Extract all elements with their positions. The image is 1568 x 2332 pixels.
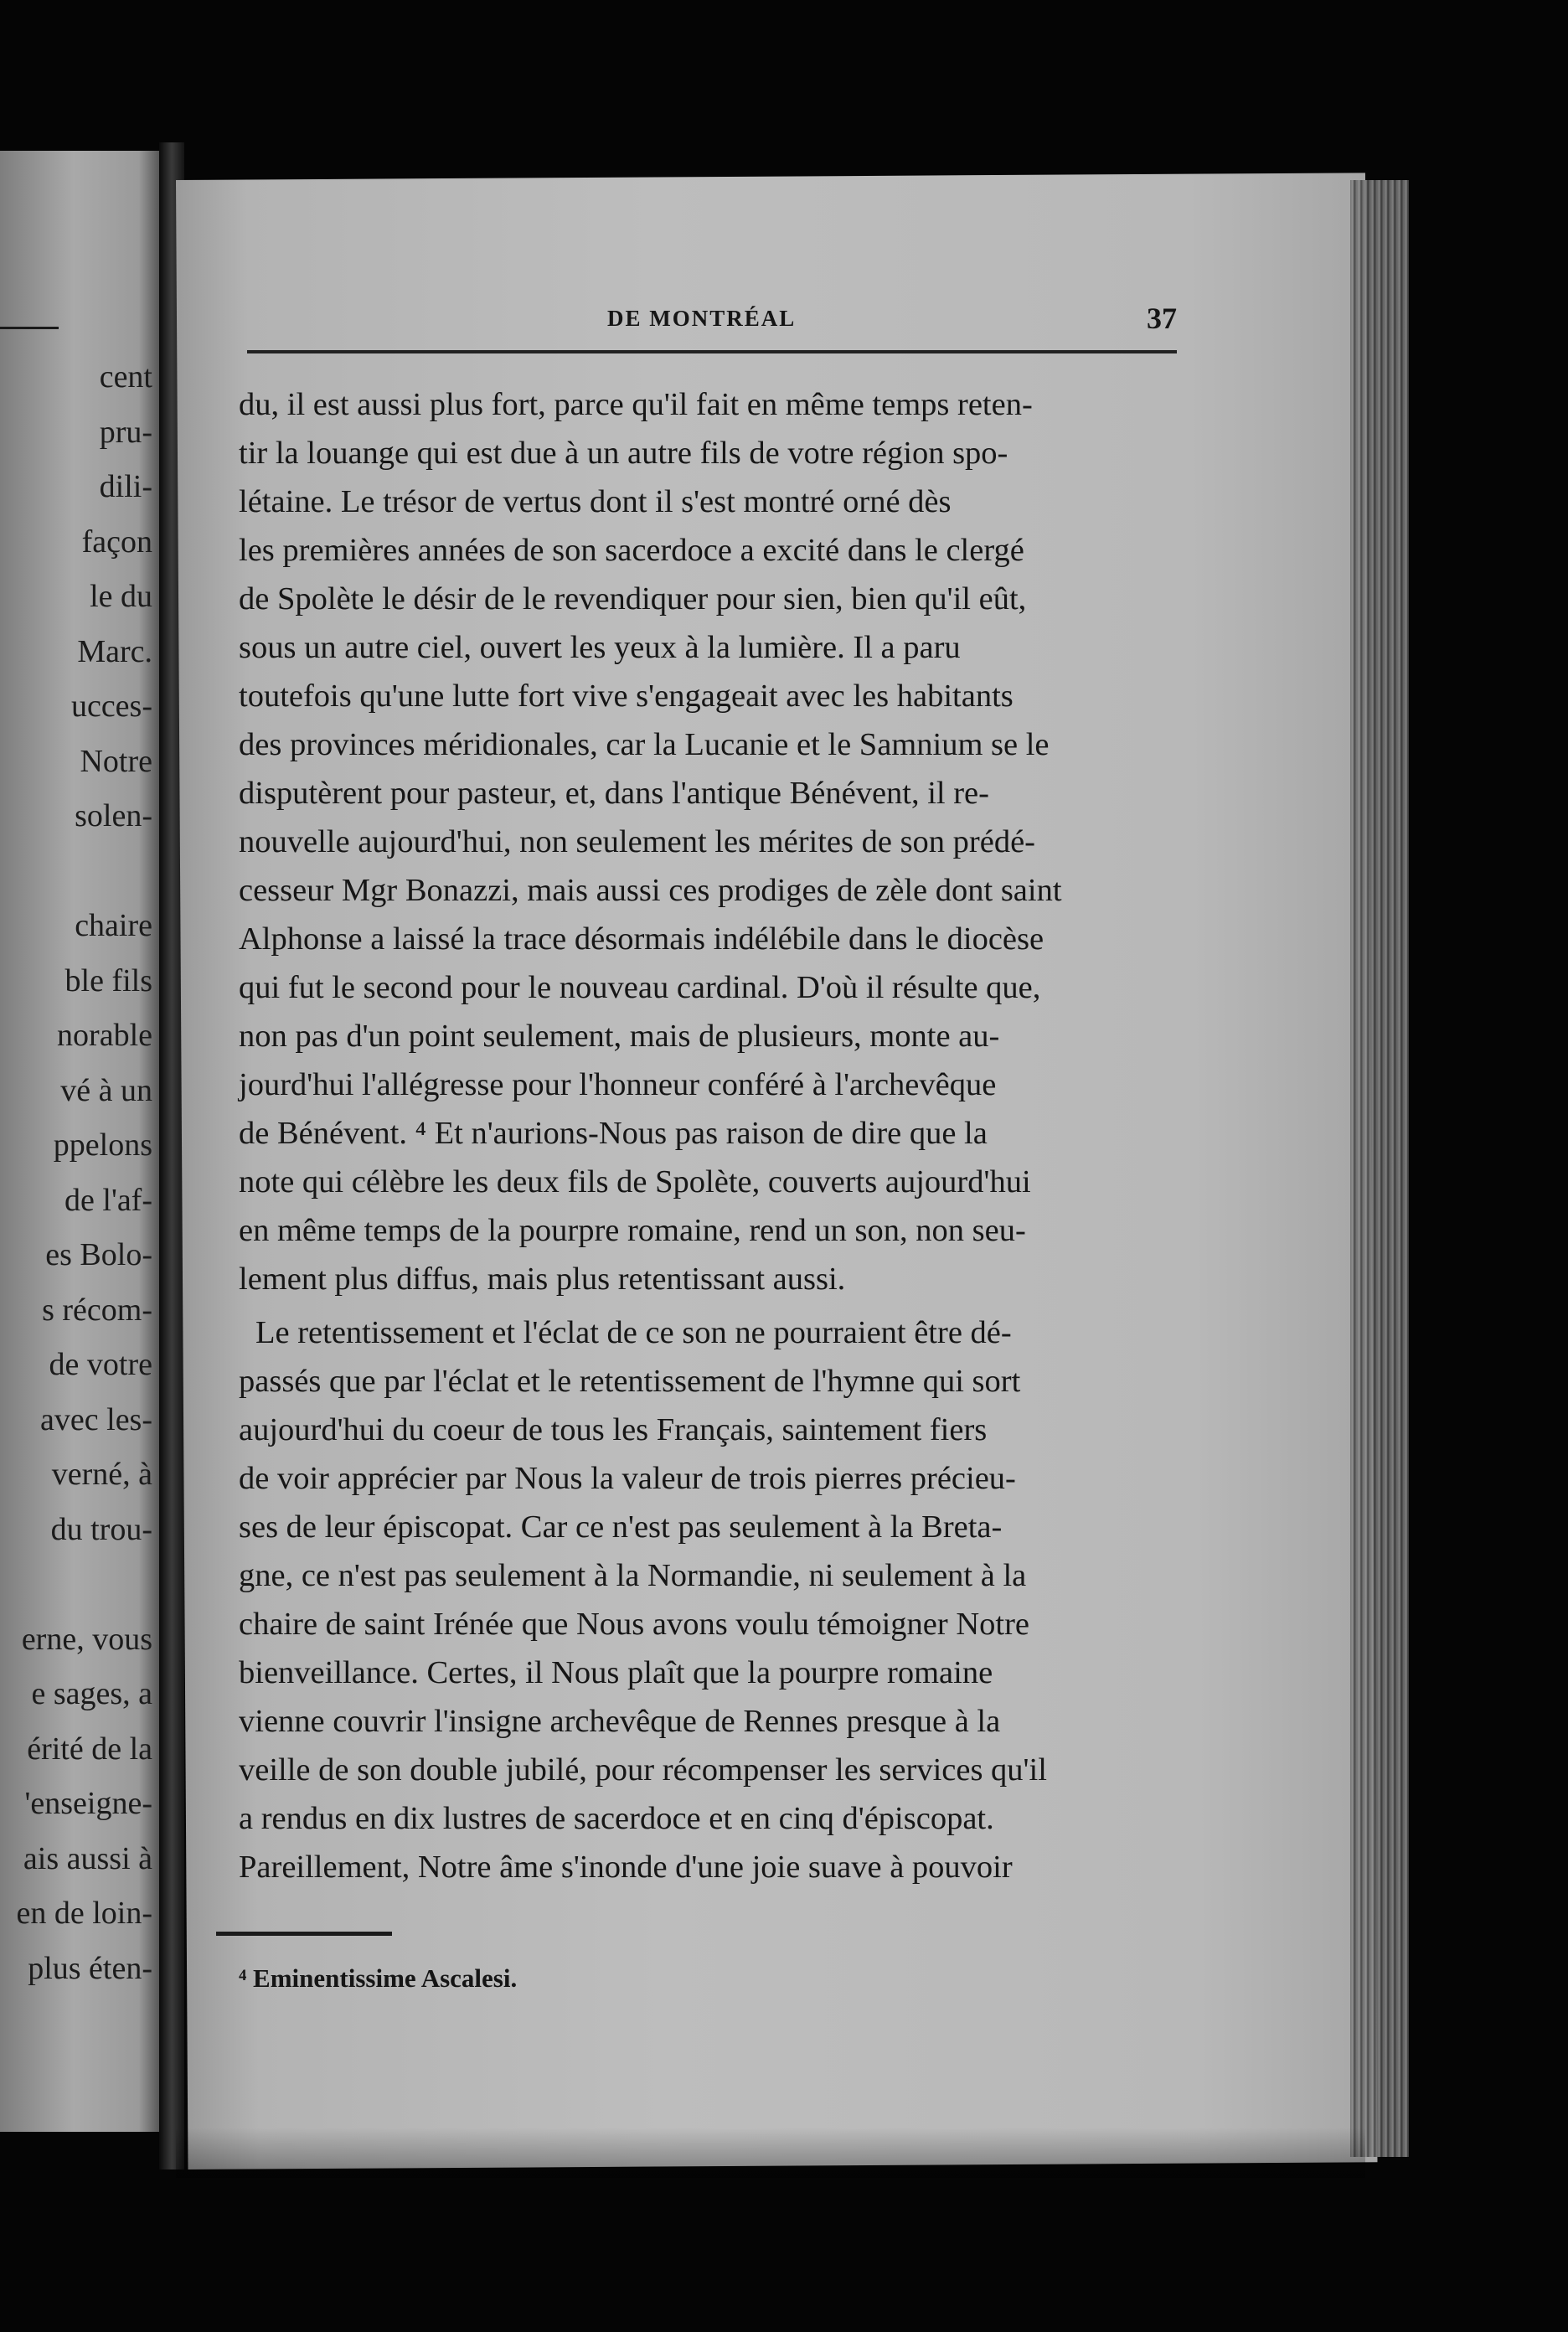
left-page-line: façon bbox=[81, 524, 152, 560]
text-line: chaire de saint Irénée que Nous avons voulu témoigner Notre bbox=[239, 1607, 1030, 1642]
text-line: sous un autre ciel, ouvert les yeux à la lumière. Il a paru bbox=[239, 630, 961, 665]
text-line: passés que par l'éclat et le retentissement de l'hymne qui sort bbox=[239, 1364, 1021, 1399]
text-line: de voir apprécier par Nous la valeur de trois pierres précieu- bbox=[239, 1461, 1016, 1496]
footnote: ⁴ Eminentissime Ascalesi. bbox=[239, 1963, 518, 1993]
text-line: létaine. Le trésor de vertus dont il s'est montré orné dès bbox=[239, 484, 952, 519]
text-line: qui fut le second pour le nouveau cardinal. D'où il résulte que, bbox=[239, 970, 1041, 1005]
text-line: note qui célèbre les deux fils de Spolète, couverts aujourd'hui bbox=[239, 1164, 1031, 1200]
left-page-line: chaire bbox=[75, 908, 152, 943]
text-line: a rendus en dix lustres de sacerdoce et en cinq d'épiscopat. bbox=[239, 1801, 994, 1836]
left-page-line: cent bbox=[99, 359, 152, 395]
left-page-line: dili- bbox=[99, 469, 152, 504]
text-line: non pas d'un point seulement, mais de plusieurs, monte au- bbox=[239, 1019, 1000, 1054]
page-edges bbox=[1350, 180, 1409, 2157]
left-page-line: de votre bbox=[49, 1347, 152, 1382]
left-page-line: en de loin- bbox=[16, 1896, 152, 1931]
left-page-line: Notre bbox=[80, 743, 152, 779]
facing-page-left bbox=[0, 151, 163, 2132]
text-line: bienveillance. Certes, il Nous plaît que la pourpre romaine bbox=[239, 1655, 993, 1690]
footnote-rule bbox=[216, 1932, 392, 1936]
text-line: en même temps de la pourpre romaine, rend un son, non seu- bbox=[239, 1213, 1026, 1248]
left-page-line: norable bbox=[57, 1018, 152, 1053]
text-line: Alphonse a laissé la trace désormais indélébile dans le diocèse bbox=[239, 921, 1044, 957]
left-page-line: 'enseigne- bbox=[24, 1786, 152, 1821]
left-page-line: es Bolo- bbox=[45, 1237, 152, 1272]
left-page-line: s récom- bbox=[42, 1292, 152, 1328]
left-page-line: vé à un bbox=[60, 1072, 152, 1108]
left-page-line: Marc. bbox=[77, 633, 152, 669]
left-page-line: avec les- bbox=[40, 1401, 152, 1437]
text-line: toutefois qu'une lutte fort vive s'engageait avec les habitants bbox=[239, 678, 1014, 714]
left-page-line: pru- bbox=[99, 414, 152, 450]
text-line: veille de son double jubilé, pour récompenser les services qu'il bbox=[239, 1752, 1047, 1788]
text-line: des provinces méridionales, car la Lucanie et le Samnium se le bbox=[239, 727, 1050, 762]
text-line: aujourd'hui du coeur de tous les Français, saintement fiers bbox=[239, 1412, 988, 1447]
page-number: 37 bbox=[1147, 302, 1177, 335]
text-line: lement plus diffus, mais plus retentissant aussi. bbox=[239, 1261, 846, 1297]
text-line: de Bénévent. ⁴ Et n'aurions-Nous pas raison de dire que la bbox=[239, 1116, 988, 1151]
page-bottom-shadow bbox=[176, 2128, 1365, 2178]
left-page-rule bbox=[0, 327, 59, 329]
text-line: ses de leur épiscopat. Car ce n'est pas seulement à la Breta- bbox=[239, 1509, 1003, 1545]
text-line: vienne couvrir l'insigne archevêque de Rennes presque à la bbox=[239, 1704, 1001, 1739]
text-line: de Spolète le désir de le revendiquer pour sien, bien qu'il eût, bbox=[239, 581, 1027, 617]
left-page-line: ppelons bbox=[53, 1127, 152, 1163]
left-page-line: plus éten- bbox=[28, 1950, 152, 1986]
text-line: jourd'hui l'allégresse pour l'honneur conféré à l'archevêque bbox=[239, 1067, 997, 1102]
text-line: Le retentissement et l'éclat de ce son ne pourraient être dé- bbox=[255, 1315, 1012, 1350]
text-line: disputèrent pour pasteur, et, dans l'antique Bénévent, il re- bbox=[239, 776, 989, 811]
left-page-line: e sages, a bbox=[31, 1676, 152, 1711]
left-page-line: ais aussi à bbox=[23, 1840, 152, 1876]
text-line: tir la louange qui est due à un autre fils de votre région spo- bbox=[239, 436, 1008, 471]
left-page-line: solen- bbox=[75, 798, 152, 833]
text-line: gne, ce n'est pas seulement à la Normandie, ni seulement à la bbox=[239, 1558, 1027, 1593]
left-page-line: ucces- bbox=[70, 689, 152, 724]
left-page-line: le du bbox=[90, 579, 152, 614]
text-line: Pareillement, Notre âme s'inonde d'une joie suave à pouvoir bbox=[239, 1850, 1013, 1885]
left-page-line: ble fils bbox=[64, 962, 152, 998]
text-line: cesseur Mgr Bonazzi, mais aussi ces prodiges de zèle dont saint bbox=[239, 873, 1062, 908]
header-rule bbox=[247, 350, 1177, 353]
left-page-line: verné, à bbox=[51, 1457, 152, 1492]
running-head: DE MONTRÉAL bbox=[607, 306, 797, 331]
page-header bbox=[247, 302, 1177, 348]
left-page-line: erne, vous bbox=[21, 1621, 152, 1657]
text-line: les premières années de son sacerdoce a excité dans le clergé bbox=[239, 533, 1024, 568]
left-page-line: de l'af- bbox=[64, 1182, 152, 1218]
left-page-line: érité de la bbox=[27, 1731, 152, 1767]
left-page-line: du trou- bbox=[50, 1511, 152, 1547]
text-line: nouvelle aujourd'hui, non seulement les mérites de son prédé- bbox=[239, 824, 1035, 859]
text-line: du, il est aussi plus fort, parce qu'il fait en même temps reten- bbox=[239, 387, 1033, 422]
